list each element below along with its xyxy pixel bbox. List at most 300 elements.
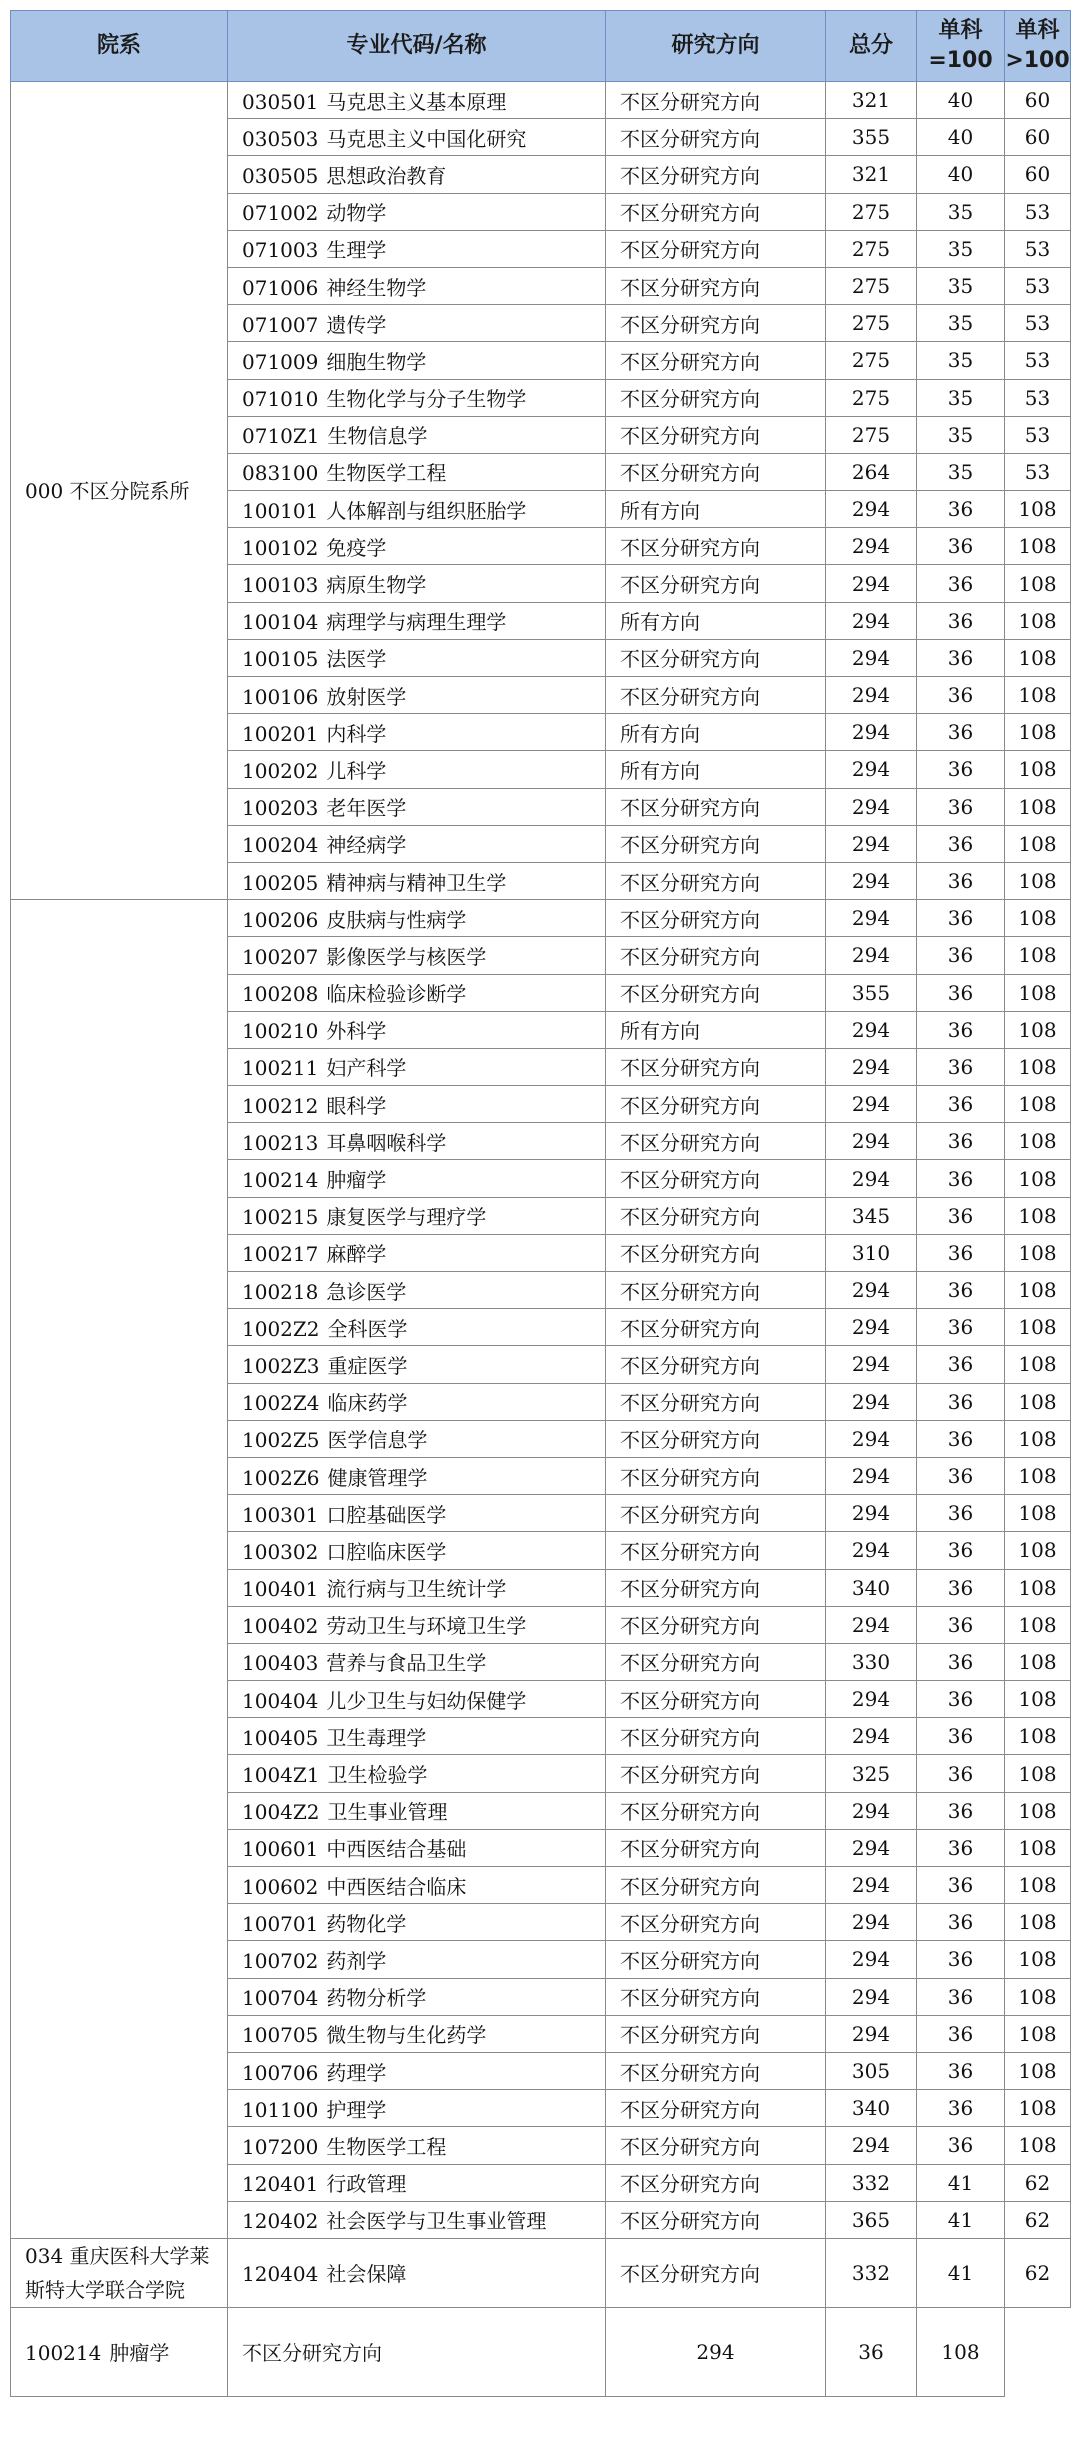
major-cell: [228, 342, 606, 379]
major-cell: [228, 900, 606, 937]
major-code: 100403: [242, 1651, 319, 1676]
direction-cell: 不区分研究方向: [606, 342, 826, 379]
direction-cell: 不区分研究方向: [606, 974, 826, 1011]
major-name: 病理学与病理生理学: [326, 610, 507, 635]
major-name: 康复医学与理疗学: [326, 1205, 487, 1230]
single-100-cell: 36: [917, 491, 1005, 528]
total-score-cell: 330: [826, 1643, 917, 1680]
single-gt100-cell: 108: [1005, 2127, 1071, 2164]
major-cell: [228, 1346, 606, 1383]
major-code: 100214: [25, 2341, 102, 2366]
major-name: 影像医学与核医学: [326, 944, 487, 969]
single-100-cell: 36: [917, 1569, 1005, 1606]
total-score-cell: 294: [826, 1532, 917, 1569]
major-name: 人体解剖与组织胚胎学: [326, 498, 527, 523]
major-cell: [228, 1755, 606, 1792]
single-gt100-cell: 108: [1005, 937, 1071, 974]
major-name: 遗传学: [326, 312, 387, 337]
major-cell: [228, 2164, 606, 2201]
major-name: 肿瘤学: [326, 1168, 387, 1193]
major-cell: [228, 1048, 606, 1085]
major-code: 100104: [242, 610, 319, 635]
major-code: 120404: [242, 2262, 319, 2287]
major-code: 100601: [242, 1837, 319, 1862]
single-gt100-cell: 108: [1005, 1681, 1071, 1718]
direction-cell: 不区分研究方向: [606, 1457, 826, 1494]
major-code: 100212: [242, 1093, 319, 1118]
single-100-cell: 35: [917, 379, 1005, 416]
total-score-cell: 294: [826, 862, 917, 899]
single-gt100-cell: 108: [1005, 1941, 1071, 1978]
direction-cell: 不区分研究方向: [606, 2015, 826, 2052]
direction-cell: 不区分研究方向: [606, 1346, 826, 1383]
total-score-cell: 294: [826, 677, 917, 714]
direction-cell: 不区分研究方向: [606, 639, 826, 676]
header-single-gt100-line1: 单科: [1015, 18, 1060, 43]
major-code: 100202: [242, 758, 319, 783]
total-score-cell: 275: [826, 267, 917, 304]
total-score-cell: 294: [826, 1086, 917, 1123]
major-code: 071002: [242, 201, 319, 226]
single-100-cell: 36: [917, 825, 1005, 862]
single-100-cell: 36: [917, 1309, 1005, 1346]
total-score-cell: 305: [826, 2052, 917, 2089]
major-code: 100301: [242, 1502, 319, 1527]
direction-cell: 不区分研究方向: [606, 1160, 826, 1197]
major-name: 肿瘤学: [109, 2341, 170, 2366]
major-code: 071006: [242, 275, 319, 300]
direction-cell: 不区分研究方向: [606, 1606, 826, 1643]
dept-cell: [11, 900, 228, 2239]
direction-cell: 不区分研究方向: [606, 1420, 826, 1457]
direction-cell: 所有方向: [606, 714, 826, 751]
major-code: 100602: [242, 1874, 319, 1899]
single-100-cell: 36: [917, 1383, 1005, 1420]
major-cell: [228, 1606, 606, 1643]
major-name: 生物化学与分子生物学: [326, 387, 527, 412]
single-100-cell: 36: [917, 1420, 1005, 1457]
total-score-cell: 294: [826, 1457, 917, 1494]
header-direction: 研究方向: [606, 11, 826, 82]
total-score-cell: 294: [826, 1048, 917, 1085]
major-code: 030501: [242, 89, 319, 114]
single-100-cell: 35: [917, 230, 1005, 267]
total-score-cell: 365: [826, 2201, 917, 2238]
direction-cell: 不区分研究方向: [606, 305, 826, 342]
direction-cell: 不区分研究方向: [606, 677, 826, 714]
major-code: 100215: [242, 1205, 319, 1230]
major-name: 微生物与生化药学: [326, 2023, 487, 2048]
total-score-cell: 294: [826, 1904, 917, 1941]
major-name: 思想政治教育: [326, 163, 447, 188]
major-code: 0710Z1: [242, 424, 320, 449]
direction-cell: 不区分研究方向: [606, 1123, 826, 1160]
single-gt100-cell: 108: [1005, 1272, 1071, 1309]
single-100-cell: 36: [917, 1792, 1005, 1829]
total-score-cell: 275: [826, 193, 917, 230]
single-100-cell: 36: [917, 714, 1005, 751]
total-score-cell: 294: [826, 639, 917, 676]
single-100-cell: 36: [917, 1829, 1005, 1866]
single-gt100-cell: 108: [1005, 825, 1071, 862]
major-name: 药物化学: [326, 1911, 407, 1936]
single-gt100-cell: 108: [1005, 639, 1071, 676]
total-score-cell: 264: [826, 453, 917, 490]
major-cell: [228, 974, 606, 1011]
single-100-cell: 36: [917, 1718, 1005, 1755]
major-name: 医学信息学: [327, 1428, 428, 1453]
major-name: 法医学: [326, 647, 387, 672]
single-100-cell: 35: [917, 305, 1005, 342]
single-100-cell: 36: [917, 639, 1005, 676]
single-100-cell: 36: [917, 751, 1005, 788]
single-100-cell: 36: [917, 1457, 1005, 1494]
major-cell: [228, 1234, 606, 1271]
dept-cell: 034 重庆医科大学莱斯特大学联合学院: [11, 2238, 228, 2307]
major-cell: [228, 1867, 606, 1904]
single-100-cell: 36: [917, 1681, 1005, 1718]
total-score-cell: 355: [826, 974, 917, 1011]
major-name: 耳鼻咽喉科学: [326, 1130, 447, 1155]
single-gt100-cell: 53: [1005, 342, 1071, 379]
major-name: 口腔临床医学: [326, 1539, 447, 1564]
header-single-100: [917, 11, 1005, 82]
major-cell: [228, 1160, 606, 1197]
single-gt100-cell: 108: [1005, 1495, 1071, 1532]
direction-cell: 不区分研究方向: [606, 1569, 826, 1606]
total-score-cell: 294: [826, 2127, 917, 2164]
major-cell: [228, 1904, 606, 1941]
single-gt100-cell: 108: [1005, 1718, 1071, 1755]
total-score-cell: 275: [826, 230, 917, 267]
major-cell: [228, 1941, 606, 1978]
direction-cell: 不区分研究方向: [606, 1495, 826, 1532]
major-name: 药物分析学: [326, 1986, 427, 2011]
total-score-cell: 332: [826, 2238, 917, 2307]
direction-cell: 所有方向: [606, 491, 826, 528]
header-major: 专业代码/名称: [228, 11, 606, 82]
major-code: 030503: [242, 126, 319, 151]
major-name: 内科学: [326, 721, 387, 746]
major-cell: [228, 230, 606, 267]
direction-cell: 不区分研究方向: [606, 1309, 826, 1346]
total-score-cell: 340: [826, 1569, 917, 1606]
major-cell: [228, 2015, 606, 2052]
direction-cell: 不区分研究方向: [606, 2127, 826, 2164]
single-gt100-cell: 53: [1005, 379, 1071, 416]
single-100-cell: 36: [917, 2127, 1005, 2164]
major-name: 急诊医学: [326, 1279, 407, 1304]
major-code: 100210: [242, 1019, 319, 1044]
header-single-100-line1: 单科: [938, 18, 983, 43]
direction-cell: 不区分研究方向: [606, 1792, 826, 1829]
major-code: 100101: [242, 498, 319, 523]
total-score-cell: 294: [826, 900, 917, 937]
major-name: 儿少卫生与妇幼保健学: [326, 1688, 527, 1713]
total-score-cell: 294: [826, 1718, 917, 1755]
major-name: 重症医学: [327, 1353, 408, 1378]
direction-cell: 不区分研究方向: [606, 2090, 826, 2127]
single-gt100-cell: 108: [1005, 1532, 1071, 1569]
major-name: 生物信息学: [327, 424, 428, 449]
major-name: 临床检验诊断学: [326, 982, 467, 1007]
major-code: 071007: [242, 312, 319, 337]
major-name: 眼科学: [326, 1093, 387, 1118]
direction-cell: 不区分研究方向: [606, 1086, 826, 1123]
major-name: 放射医学: [326, 684, 407, 709]
major-cell: [228, 453, 606, 490]
major-cell: [228, 416, 606, 453]
total-score-cell: 294: [826, 491, 917, 528]
major-code: 107200: [242, 2134, 319, 2159]
major-name: 儿科学: [326, 758, 387, 783]
single-100-cell: 36: [917, 677, 1005, 714]
major-code: 071010: [242, 387, 319, 412]
single-100-cell: 35: [917, 416, 1005, 453]
major-cell: [228, 602, 606, 639]
header-single-100-line2: =100: [928, 48, 993, 73]
major-cell: [228, 1086, 606, 1123]
dept-cell: 000 不区分院系所: [11, 82, 228, 900]
major-cell: [228, 82, 606, 119]
major-cell: [228, 1718, 606, 1755]
single-100-cell: 36: [917, 1904, 1005, 1941]
single-100-cell: 36: [917, 2090, 1005, 2127]
single-100-cell: 35: [917, 267, 1005, 304]
major-cell: [228, 193, 606, 230]
direction-cell: 不区分研究方向: [606, 119, 826, 156]
major-code: 083100: [242, 461, 319, 486]
single-100-cell: 36: [917, 2015, 1005, 2052]
header-single-gt100: [1005, 11, 1071, 82]
total-score-cell: 294: [826, 1606, 917, 1643]
major-code: 100405: [242, 1725, 319, 1750]
direction-cell: 不区分研究方向: [606, 1718, 826, 1755]
single-gt100-cell: 53: [1005, 267, 1071, 304]
major-name: 药理学: [326, 2060, 387, 2085]
major-name: 妇产科学: [326, 1056, 407, 1081]
single-gt100-cell: 108: [1005, 602, 1071, 639]
total-score-cell: 294: [826, 1829, 917, 1866]
major-code: 1004Z2: [242, 1800, 320, 1825]
single-gt100-cell: 53: [1005, 453, 1071, 490]
major-name: 行政管理: [326, 2172, 407, 2197]
major-cell: [228, 1978, 606, 2015]
major-code: 100208: [242, 982, 319, 1007]
table-row: [11, 2307, 1071, 2396]
major-cell: [228, 1532, 606, 1569]
single-gt100-cell: 108: [1005, 714, 1071, 751]
single-100-cell: 41: [917, 2201, 1005, 2238]
major-code: 100204: [242, 833, 319, 858]
major-name: 劳动卫生与环境卫生学: [326, 1614, 527, 1639]
major-cell: [228, 1495, 606, 1532]
major-code: 100701: [242, 1911, 319, 1936]
total-score-cell: 294: [826, 825, 917, 862]
major-name: 中西医结合临床: [326, 1874, 467, 1899]
major-code: 1002Z4: [242, 1391, 320, 1416]
single-gt100-cell: 108: [1005, 1383, 1071, 1420]
major-cell: [228, 119, 606, 156]
total-score-cell: 294: [826, 1681, 917, 1718]
table-row: [11, 2238, 1071, 2307]
major-code: 071009: [242, 349, 319, 374]
major-code: 1004Z1: [242, 1763, 320, 1788]
major-name: 生理学: [326, 238, 387, 263]
single-100-cell: 36: [917, 937, 1005, 974]
major-cell: [228, 1569, 606, 1606]
single-100-cell: 40: [917, 156, 1005, 193]
major-name: 流行病与卫生统计学: [326, 1577, 507, 1602]
single-gt100-cell: 108: [1005, 1011, 1071, 1048]
major-name: 精神病与精神卫生学: [326, 870, 507, 895]
major-cell: [228, 565, 606, 602]
single-gt100-cell: 108: [1005, 1346, 1071, 1383]
major-code: 100217: [242, 1242, 319, 1267]
direction-cell: 不区分研究方向: [606, 2201, 826, 2238]
single-gt100-cell: 108: [1005, 1197, 1071, 1234]
single-100-cell: 36: [917, 1867, 1005, 1904]
direction-cell: 不区分研究方向: [606, 193, 826, 230]
major-name: 老年医学: [326, 796, 407, 821]
single-100-cell: 36: [917, 602, 1005, 639]
total-score-cell: 294: [826, 1792, 917, 1829]
major-code: 030505: [242, 163, 319, 188]
single-gt100-cell: 108: [1005, 2015, 1071, 2052]
major-cell: [228, 714, 606, 751]
single-gt100-cell: 108: [1005, 1309, 1071, 1346]
direction-cell: 所有方向: [606, 751, 826, 788]
major-cell: [228, 1792, 606, 1829]
major-code: 100201: [242, 721, 319, 746]
major-code: 1002Z3: [242, 1353, 320, 1378]
single-gt100-cell: 108: [1005, 788, 1071, 825]
direction-cell: 不区分研究方向: [606, 230, 826, 267]
major-name: 病原生物学: [326, 573, 427, 598]
major-name: 生物医学工程: [326, 461, 447, 486]
total-score-cell: 294: [826, 1383, 917, 1420]
single-100-cell: 36: [917, 565, 1005, 602]
major-cell: [228, 1420, 606, 1457]
major-cell: [228, 528, 606, 565]
single-100-cell: 40: [917, 82, 1005, 119]
direction-cell: 不区分研究方向: [606, 1197, 826, 1234]
major-name: 护理学: [326, 2097, 387, 2122]
total-score-cell: 345: [826, 1197, 917, 1234]
single-100-cell: 36: [917, 1234, 1005, 1271]
single-100-cell: 41: [917, 2164, 1005, 2201]
major-cell: [228, 825, 606, 862]
total-score-cell: 275: [826, 305, 917, 342]
single-gt100-cell: 108: [1005, 1904, 1071, 1941]
direction-cell: 不区分研究方向: [606, 528, 826, 565]
total-score-cell: 275: [826, 379, 917, 416]
major-code: 071003: [242, 238, 319, 263]
single-100-cell: 36: [917, 974, 1005, 1011]
total-score-cell: 294: [826, 1495, 917, 1532]
major-cell: [228, 1011, 606, 1048]
single-100-cell: 36: [917, 1160, 1005, 1197]
major-name: 马克思主义中国化研究: [326, 126, 527, 151]
direction-cell: 不区分研究方向: [606, 825, 826, 862]
direction-cell: 不区分研究方向: [606, 2238, 826, 2307]
total-score-cell: 294: [826, 1867, 917, 1904]
major-code: 100401: [242, 1577, 319, 1602]
major-name: 麻醉学: [326, 1242, 387, 1267]
single-gt100-cell: 53: [1005, 193, 1071, 230]
major-name: 免疫学: [326, 535, 387, 560]
direction-cell: 所有方向: [606, 602, 826, 639]
total-score-cell: 294: [826, 1420, 917, 1457]
single-100-cell: 35: [917, 193, 1005, 230]
major-code: 100214: [242, 1168, 319, 1193]
total-score-cell: 294: [826, 1309, 917, 1346]
major-name: 营养与食品卫生学: [326, 1651, 487, 1676]
major-name: 生物医学工程: [326, 2134, 447, 2159]
single-gt100-cell: 108: [1005, 900, 1071, 937]
total-score-cell: 294: [826, 1941, 917, 1978]
major-name: 健康管理学: [327, 1465, 428, 1490]
single-gt100-cell: 108: [1005, 1160, 1071, 1197]
single-gt100-cell: 62: [1005, 2164, 1071, 2201]
single-100-cell: 36: [917, 1495, 1005, 1532]
total-score-cell: 294: [826, 528, 917, 565]
major-cell: [228, 1197, 606, 1234]
major-name: 外科学: [326, 1019, 387, 1044]
single-gt100-cell: 108: [1005, 491, 1071, 528]
single-100-cell: 36: [917, 862, 1005, 899]
major-name: 药剂学: [326, 1948, 387, 1973]
single-100-cell: 36: [917, 1978, 1005, 2015]
single-100-cell: 36: [917, 1048, 1005, 1085]
total-score-cell: 294: [826, 1346, 917, 1383]
direction-cell: 不区分研究方向: [606, 1829, 826, 1866]
major-code: 100218: [242, 1279, 319, 1304]
total-score-cell: 294: [826, 602, 917, 639]
total-score-cell: 294: [826, 565, 917, 602]
major-cell: [228, 379, 606, 416]
single-100-cell: 40: [917, 119, 1005, 156]
table-row: [11, 82, 1071, 119]
major-name: 社会医学与卫生事业管理: [326, 2209, 547, 2234]
direction-cell: 不区分研究方向: [606, 1532, 826, 1569]
direction-cell: 不区分研究方向: [606, 1904, 826, 1941]
major-code: 100105: [242, 647, 319, 672]
total-score-cell: 294: [606, 2307, 826, 2396]
major-code: 100205: [242, 870, 319, 895]
major-cell: [228, 862, 606, 899]
major-code: 100404: [242, 1688, 319, 1713]
major-name: 中西医结合基础: [326, 1837, 467, 1862]
single-gt100-cell: 108: [1005, 1867, 1071, 1904]
single-gt100-cell: 108: [1005, 565, 1071, 602]
major-name: 卫生事业管理: [327, 1800, 448, 1825]
total-score-cell: 294: [826, 2015, 917, 2052]
total-score-cell: 332: [826, 2164, 917, 2201]
major-code: 100102: [242, 535, 319, 560]
total-score-cell: 294: [826, 1011, 917, 1048]
major-code: 100207: [242, 944, 319, 969]
single-100-cell: 35: [917, 342, 1005, 379]
single-gt100-cell: 108: [1005, 1569, 1071, 1606]
single-gt100-cell: 108: [1005, 1829, 1071, 1866]
major-code: 1002Z2: [242, 1316, 320, 1341]
major-cell: [228, 305, 606, 342]
major-name: 动物学: [326, 201, 387, 226]
major-name: 卫生检验学: [327, 1763, 428, 1788]
major-cell: [228, 1457, 606, 1494]
direction-cell: 不区分研究方向: [606, 937, 826, 974]
